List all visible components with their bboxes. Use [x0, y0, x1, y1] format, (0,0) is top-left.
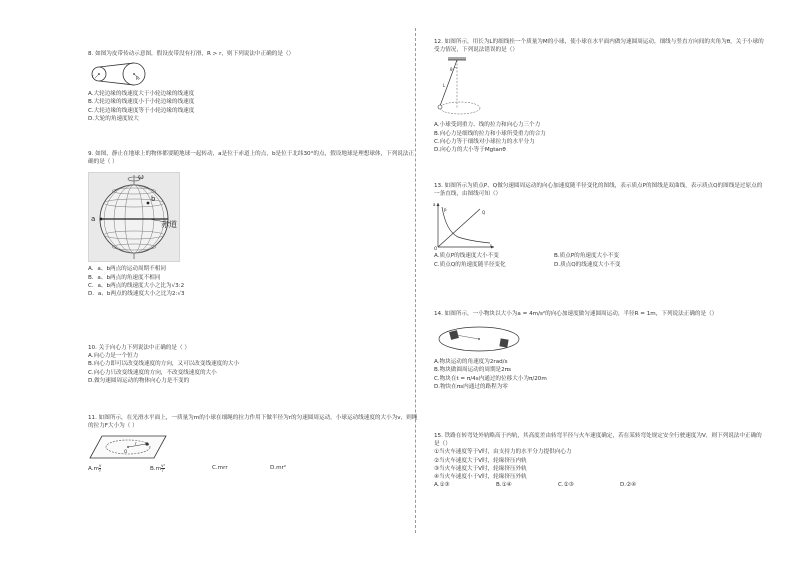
q15-item-3: ③当火车速度大于V时，轮缘挤压外轨 [434, 465, 527, 472]
q8-option-d: D.大轮的角速度较大 [88, 115, 139, 122]
question-15 [434, 432, 764, 489]
q13-option-a: A.质点P的线速度大小不变 [434, 253, 499, 260]
belt-drive-figure [88, 61, 418, 87]
q11-a-denominator: r [99, 468, 101, 474]
q11-option-a-fraction [99, 464, 101, 473]
equator-label: 赤道 [161, 220, 177, 230]
q11-a-numerator: v [98, 463, 102, 469]
q14-option-d: D.物块在πs内通过的路程为零 [434, 383, 508, 390]
question-11 [88, 414, 418, 474]
q14-option-a: A.物块运动的角速度为2rad/s [434, 359, 508, 366]
small-wheel-label: r [92, 74, 94, 80]
q11-option-c: C.mrr [212, 465, 228, 472]
conical-pendulum-figure [434, 56, 764, 118]
q10-option-a: A.向心力是一个恒力 [88, 353, 139, 360]
q13-option-c: C.质点Q的角速度随半径变化 [434, 261, 506, 268]
question-12 [434, 38, 764, 154]
q9-option-c: C．a、b两点的线速度大小之比为√3:2 [88, 282, 185, 289]
point-b-label: b [151, 195, 156, 204]
right-column [434, 0, 764, 562]
question-14 [434, 310, 764, 391]
q12-option-c: C.向心力等于细线对小球拉力的水平分力 [434, 138, 535, 145]
q9-option-a: A．a、b两点的运动周期不相同 [88, 266, 166, 273]
q8-option-b: B.大轮边缘的线速度小于小轮边缘的线速度 [88, 99, 195, 106]
question-10 [88, 344, 418, 385]
q12-option-b: B.向心力是细线的拉力和小球所受重力的合力 [434, 130, 546, 137]
q14-option-c: C.物块在t = π/4s内通过的位移大小为π/20m [434, 375, 547, 382]
center-label: O [124, 449, 128, 455]
q15-item-2: ②当火车速度大于V时，轮缘挤压内轨 [434, 457, 527, 464]
q12-option-a: A.小球受到重力、线的拉力和向心力三个力 [434, 122, 541, 129]
q15-option-c: C.②③ [558, 482, 574, 489]
q15-options [434, 481, 764, 489]
acceleration-radius-graph [433, 201, 764, 252]
origin-label: O [434, 246, 438, 252]
question-10-stem: 10. 关于向心力下列说法中正确的是（ ） [88, 345, 190, 351]
q13-options-row2 [434, 261, 764, 269]
q10-option-b: B.向心力即可以改变线速度的方向，又可以改变线速度的大小 [88, 361, 240, 368]
axis-a-label: a [433, 202, 436, 208]
q11-option-b-fraction [161, 464, 165, 473]
theta-label: θ [450, 67, 453, 73]
omega-label: ω [138, 173, 144, 182]
large-wheel-label: R [136, 76, 139, 82]
question-8-stem: 8. 如图为皮带传动示意图，假设皮带没有打滑，R > r，则下列说法中正确的是（） [88, 51, 295, 57]
question-9-stem: 9. 如图，静止在地球上的物体都要随地球一起转动，a是位于赤道上的点，b是位于北纬30°的点，假设地球是理想球体，下列说法正确的是（ ） [88, 151, 415, 166]
q15-item-1: ①当火车速度等于V时，由支持力的水平分力提供向心力 [434, 449, 572, 456]
q14-option-b: B.物块做圆周运动的周期是2πs [434, 367, 511, 374]
point-a-label: a [91, 215, 96, 224]
q15-option-a: A.①③ [434, 482, 450, 489]
globe-photo [88, 172, 180, 262]
q11-option-d: D.mr² [270, 465, 287, 472]
globe-figure [88, 172, 418, 262]
q9-option-b: B．a、b两点的角速度不相同 [88, 274, 161, 281]
q11-b-numerator: v² [161, 463, 166, 469]
q12-option-d: D.向心力的大小等于Mgtanθ [434, 147, 506, 154]
length-label: L [443, 83, 446, 89]
axis-r-label: r [490, 243, 492, 249]
q11-b-denominator: r [162, 468, 164, 474]
q11-option-b-text: B.m [150, 466, 162, 473]
question-9 [88, 150, 418, 298]
q13-option-d: D.质点Q的线速度大小不变 [554, 261, 621, 268]
radius-label: r [135, 441, 137, 447]
question-12-stem: 12. 如图所示，用长为L的细线拴一个质量为M的小球，使小球在水平面内做匀速圆周运动，细线与竖直方向间的夹角为θ，关于小球的受力情况，下列说法错误的是（） [434, 39, 764, 54]
rotating-block-figure [434, 321, 764, 355]
q8-option-a: A.大轮边缘的线速度大于小轮边缘的线速度 [88, 91, 195, 98]
q15-option-d: D.②④ [620, 482, 637, 489]
q10-option-d: D.做匀速圆周运动的物体向心力是不变的 [88, 377, 190, 384]
question-8 [88, 50, 418, 123]
q11-option-a-text: A.m [88, 466, 99, 473]
q13-option-b: B.质点P的角速度大小不变 [554, 253, 619, 260]
question-11-stem: 11. 如图所示，在光滑水平面上，一质量为m的小球在细绳的拉力作用下做半径为r的匀速圆周运动，小球运动线速度的大小为v，则绳的拉力F大小为（ ） [88, 415, 418, 430]
question-14-stem: 14. 如图所示，一小物块以大小为a = 4m/s²的向心加速度做匀速圆周运动，半径R = 1m，下列说法正确的是（） [434, 311, 718, 317]
q15-item-4: ④当火车速度小于V时，轮缘挤压外轨 [434, 474, 527, 481]
q8-option-c: C.大轮边缘的线速度等于小轮边缘的线速度 [88, 107, 195, 114]
left-column [88, 0, 418, 562]
q9-option-d: D．a、b两点的线速度大小之比为2:√3 [88, 291, 185, 298]
q10-option-c: C.向心力只改变线速度的方向，不改变线速度的大小 [88, 369, 217, 376]
horizontal-plane-figure [88, 434, 418, 460]
q13-options-row1 [434, 252, 764, 260]
question-13 [434, 182, 764, 269]
q11-option-a [88, 464, 150, 473]
q15-option-b: B.①④ [496, 482, 512, 489]
question-13-stem: 13. 如图所示为质点P、Q做匀速圆周运动的向心加速度随半径变化的图线，表示质点P的图线是双曲线，表示质点Q的图线是过原点的一条直线，由图线可知（） [434, 183, 763, 198]
line-q-label: Q [482, 210, 486, 216]
question-15-stem: 15. 铁路在转弯处外轨略高于内轨，其高度差由转弯半径与火车速度确定，若在某转弯处规定安全行驶速度为V，则下列说法中正确的是（） [434, 433, 762, 448]
q11-option-b [150, 464, 212, 473]
curve-p-label: P [444, 208, 447, 214]
q11-options [88, 464, 418, 473]
